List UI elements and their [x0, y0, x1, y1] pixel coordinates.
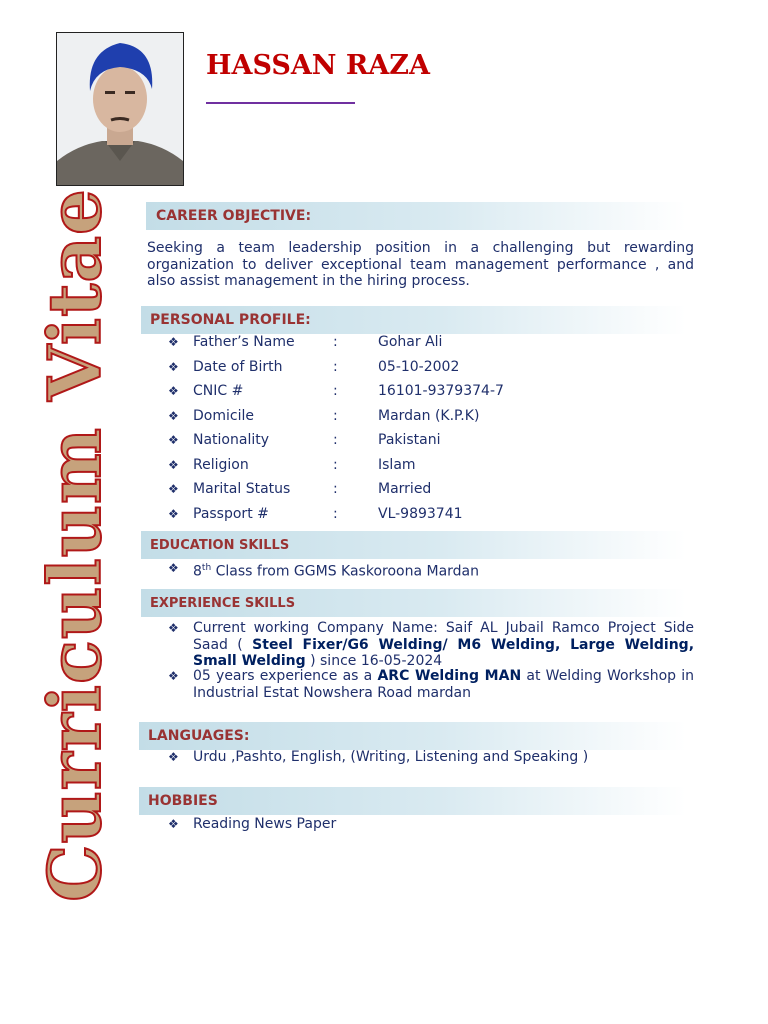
- experience-text: [193, 620, 694, 670]
- experience-text: [193, 668, 694, 701]
- career-objective-text: Seeking a team leadership position in a challenging but rewarding organization to deliver exceptional team management performance , and also assist management in the hiring process.: [147, 240, 694, 289]
- profile-row-fathers-name: [168, 330, 588, 355]
- profile-label: Nationality: [193, 432, 270, 449]
- profile-separator: :: [333, 505, 338, 522]
- profile-value: 05-10-2002: [378, 358, 460, 375]
- diamond-bullet-icon: ❖: [168, 457, 179, 472]
- profile-separator: :: [333, 334, 338, 351]
- diamond-bullet-icon: ❖: [168, 750, 179, 764]
- curriculum-vitae-vertical-title: Curriculum Vitae: [31, 188, 117, 902]
- profile-row-cnic: [168, 379, 588, 404]
- profile-separator: :: [333, 456, 338, 473]
- profile-separator: :: [333, 481, 338, 498]
- profile-photo: [56, 32, 184, 186]
- hobbies-item: [168, 816, 694, 833]
- name-underline: [206, 102, 355, 104]
- profile-value: Gohar Ali: [378, 334, 443, 351]
- experience-roles: Steel Fixer/G6 Welding/ M6 Welding, Large Welding, Small Welding: [193, 636, 695, 669]
- experience-item-current-job: [168, 620, 694, 670]
- personal-profile-list: [168, 330, 588, 526]
- candidate-name: HASSAN RAZA: [206, 50, 430, 81]
- profile-label: Domicile: [193, 407, 254, 424]
- profile-row-nationality: [168, 428, 588, 453]
- experience-workshop: at Welding Workshop in Industrial Estat Nowshera Road mardan: [193, 668, 694, 701]
- profile-separator: :: [333, 432, 338, 449]
- education-item: [168, 560, 694, 580]
- diamond-bullet-icon: ❖: [168, 561, 179, 575]
- education-heading: EDUCATION SKILLS: [141, 531, 686, 559]
- profile-row-domicile: [168, 404, 588, 429]
- profile-value: Married: [378, 481, 432, 498]
- experience-item-arc-welding: [168, 668, 694, 701]
- profile-label: Father’s Name: [193, 334, 295, 351]
- experience-heading: EXPERIENCE SKILLS: [141, 589, 686, 617]
- profile-label: Passport #: [193, 505, 269, 522]
- diamond-bullet-icon: ❖: [168, 335, 179, 350]
- profile-label: Religion: [193, 456, 249, 473]
- hobbies-text: Reading News Paper: [193, 816, 337, 832]
- education-ordinal-suffix: th: [201, 563, 212, 573]
- languages-text: Urdu ,Pashto, English, (Writing, Listening and Speaking ): [193, 749, 589, 765]
- languages-heading: LANGUAGES:: [139, 722, 686, 750]
- diamond-bullet-icon: ❖: [168, 408, 179, 423]
- profile-value: 16101-9379374-7: [378, 383, 504, 400]
- profile-label: Date of Birth: [193, 358, 283, 375]
- education-text: [193, 560, 694, 580]
- experience-company: Current working Company Name: Saif AL Jubail Ramco Project Side Saad (: [193, 620, 694, 653]
- experience-title: ARC Welding MAN: [377, 668, 522, 684]
- profile-label: CNIC #: [193, 383, 244, 400]
- profile-separator: :: [333, 407, 338, 424]
- person-portrait-image: [57, 33, 183, 185]
- profile-separator: :: [333, 358, 338, 375]
- profile-row-passport: [168, 502, 588, 527]
- personal-profile-heading: PERSONAL PROFILE:: [141, 306, 686, 334]
- profile-label: Marital Status: [193, 481, 291, 498]
- career-objective-heading: CAREER OBJECTIVE:: [146, 202, 686, 230]
- diamond-bullet-icon: ❖: [168, 482, 179, 497]
- education-school: Class from GGMS Kaskoroona Mardan: [211, 563, 480, 580]
- diamond-bullet-icon: ❖: [168, 621, 179, 635]
- profile-row-marital-status: [168, 477, 588, 502]
- hobbies-heading: HOBBIES: [139, 787, 686, 815]
- experience-since: ) since 16-05-2024: [310, 653, 443, 669]
- languages-item: [168, 749, 694, 766]
- diamond-bullet-icon: ❖: [168, 669, 179, 683]
- profile-value: VL-9893741: [378, 505, 463, 522]
- profile-value: Mardan (K.P.K): [378, 407, 480, 424]
- experience-years: 05 years experience as a: [193, 668, 378, 684]
- diamond-bullet-icon: ❖: [168, 817, 179, 831]
- diamond-bullet-icon: ❖: [168, 384, 179, 399]
- profile-row-date-of-birth: [168, 355, 588, 380]
- diamond-bullet-icon: ❖: [168, 506, 179, 521]
- profile-value: Islam: [378, 456, 416, 473]
- profile-row-religion: [168, 453, 588, 478]
- diamond-bullet-icon: ❖: [168, 433, 179, 448]
- profile-value: Pakistani: [378, 432, 441, 449]
- education-class-number: 8: [193, 563, 202, 580]
- diamond-bullet-icon: ❖: [168, 359, 179, 374]
- profile-separator: :: [333, 383, 338, 400]
